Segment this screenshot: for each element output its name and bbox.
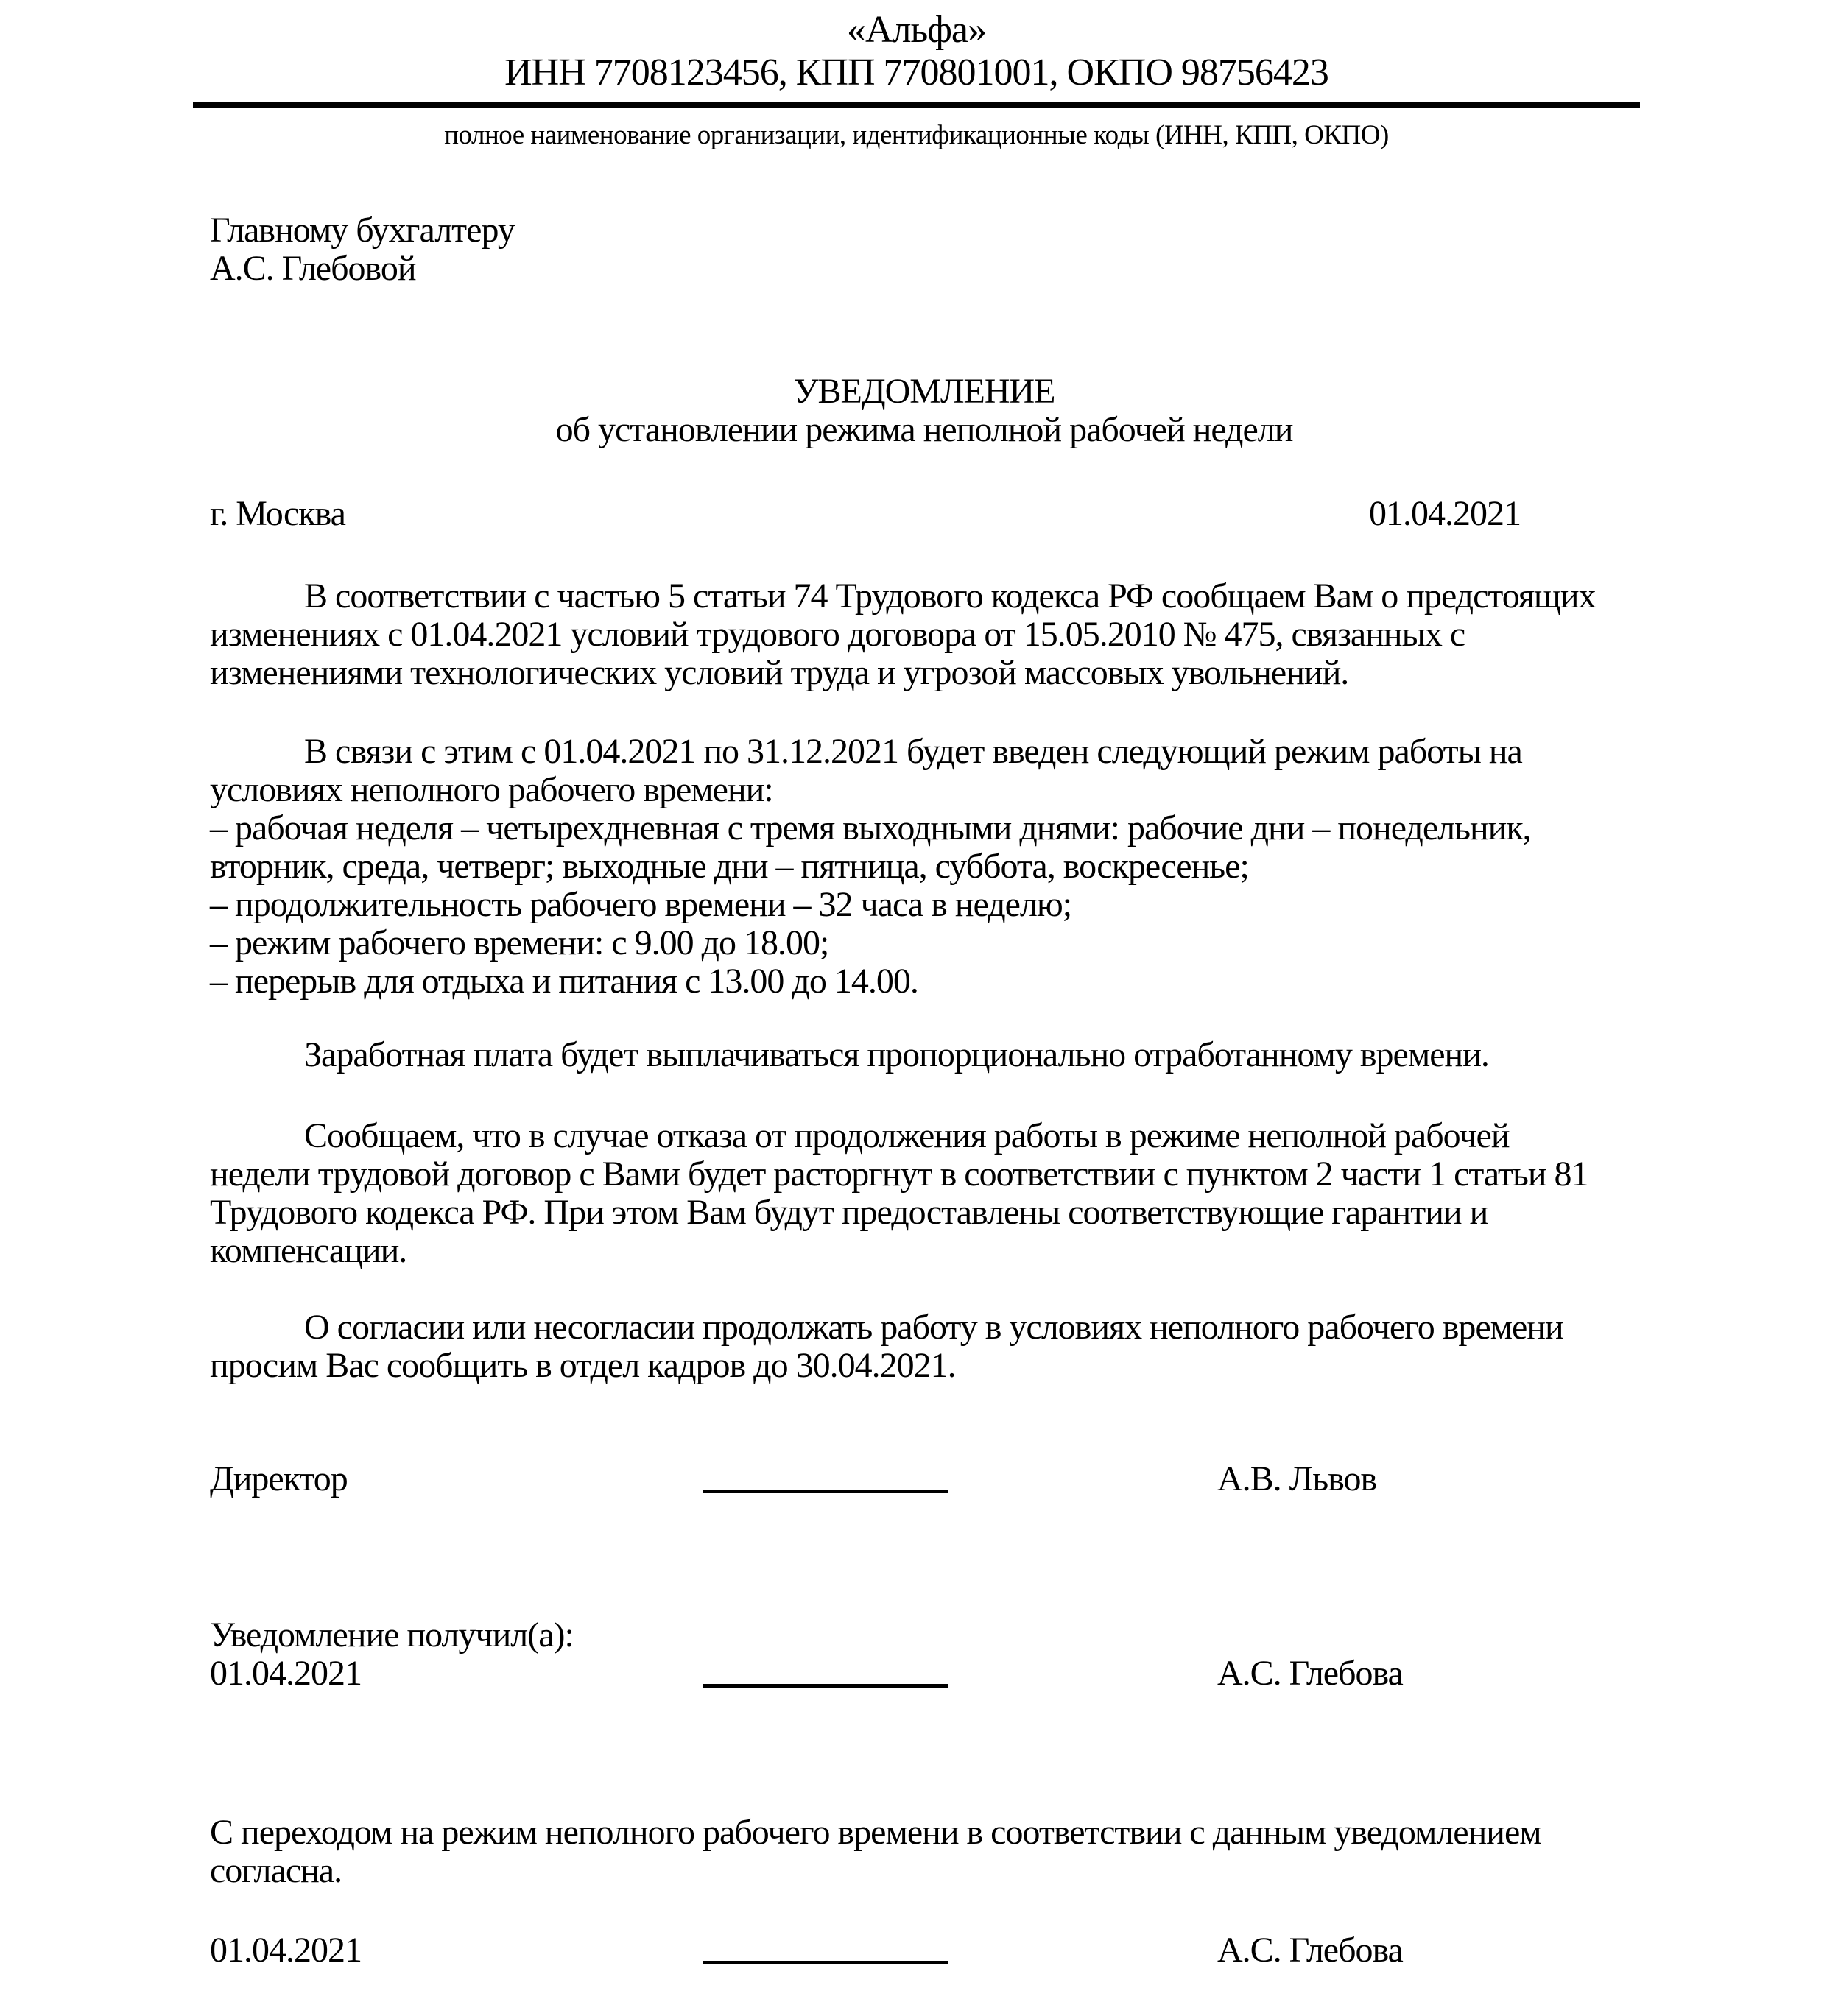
received-signature-row [210, 1654, 1638, 1693]
text-line: недели трудовой договор с Вами будет расторгнут в соответствии с пунктом 2 части 1 статьи 81 [210, 1155, 1588, 1194]
signature-name: А.В. Львов [1217, 1459, 1377, 1498]
text-line: согласна. [210, 1851, 342, 1890]
signature-label: Директор [210, 1459, 348, 1498]
text-line: – рабочая неделя – четырехдневная с тремя выходными днями: рабочие дни – понедельник, [210, 808, 1531, 847]
text-line: В связи с этим с 01.04.2021 по 31.12.2021 будет введен следующий режим работы на [304, 732, 1522, 771]
text-line: изменениях с 01.04.2021 условий трудового договора от 15.05.2010 № 475, связанных с [210, 615, 1465, 654]
place-date-row [210, 495, 1638, 533]
text-line: изменениями технологических условий труда и угрозой массовых увольнений. [210, 653, 1349, 692]
text-line: компенсации. [210, 1231, 407, 1270]
place: г. Москва [210, 494, 345, 533]
text-line: Заработная плата будет выплачиваться пропорционально отработанному времени. [304, 1035, 1489, 1074]
document-title: УВЕДОМЛЕНИЕ [793, 372, 1055, 411]
signature-line [703, 1460, 948, 1493]
document-date: 01.04.2021 [1369, 494, 1521, 533]
title-block [210, 373, 1638, 449]
paragraph [210, 577, 1638, 692]
paragraph [210, 1308, 1638, 1385]
signature-line [703, 1654, 948, 1688]
signature-gap [948, 1460, 1217, 1498]
signature-line [703, 1931, 948, 1964]
text-line: О согласии или несогласии продолжать работу в условиях неполного рабочего времени [304, 1308, 1563, 1347]
addressee-line: Главному бухгалтеру [210, 211, 515, 250]
text-line: В соответствии с частью 5 статьи 74 Трудового кодекса РФ сообщаем Вам о предстоящих [304, 577, 1596, 616]
text-line: – перерыв для отдыха и питания с 13.00 до 14.00. [210, 962, 918, 1001]
document-page [210, 0, 1638, 1970]
addressee-line: А.С. Глебовой [210, 249, 416, 288]
consent-paragraph [210, 1814, 1638, 1890]
text-line: вторник, среда, четверг; выходные дни – пятница, суббота, воскресенье; [210, 847, 1249, 886]
signature-gap [948, 1931, 1217, 1970]
document-subtitle: об установлении режима неполной рабочей недели [555, 410, 1293, 449]
paragraph [210, 1117, 1638, 1270]
text-line: условиях неполного рабочего времени: [210, 770, 773, 809]
received-label: Уведомление получил(а): [210, 1615, 574, 1654]
text-line: просим Вас сообщить в отдел кадров до 30.04.2021. [210, 1346, 956, 1385]
addressee-block [210, 211, 1638, 288]
received-date: 01.04.2021 [210, 1654, 362, 1693]
text-line: – продолжительность рабочего времени – 32 часа в неделю; [210, 885, 1072, 924]
director-signature-row [210, 1460, 1638, 1498]
text-line: С переходом на режим неполного рабочего времени в соответствии с данным уведомлением [210, 1813, 1541, 1852]
signature-gap [948, 1654, 1217, 1693]
organization-header [193, 0, 1640, 94]
header-divider [193, 102, 1640, 108]
organization-name: «Альфа» [847, 9, 986, 51]
paragraph [210, 1036, 1638, 1074]
text-line: Сообщаем, что в случае отказа от продолжения работы в режиме неполной рабочей [304, 1116, 1510, 1155]
paragraph [210, 733, 1638, 1001]
text-line: – режим рабочего времени: с 9.00 до 18.00; [210, 923, 829, 962]
text-line: Трудового кодекса РФ. При этом Вам будут предоставлены соответствующие гарантии и [210, 1193, 1488, 1232]
final-name: А.С. Глебова [1217, 1931, 1403, 1970]
received-name: А.С. Глебова [1217, 1654, 1403, 1693]
header-caption: полное наименование организации, идентификационные коды (ИНН, КПП, ОКПО) [444, 120, 1389, 150]
organization-codes: ИНН 7708123456, КПП 770801001, ОКПО 98756423 [504, 52, 1328, 94]
final-signature-row [210, 1931, 1638, 1970]
final-date: 01.04.2021 [210, 1931, 362, 1970]
